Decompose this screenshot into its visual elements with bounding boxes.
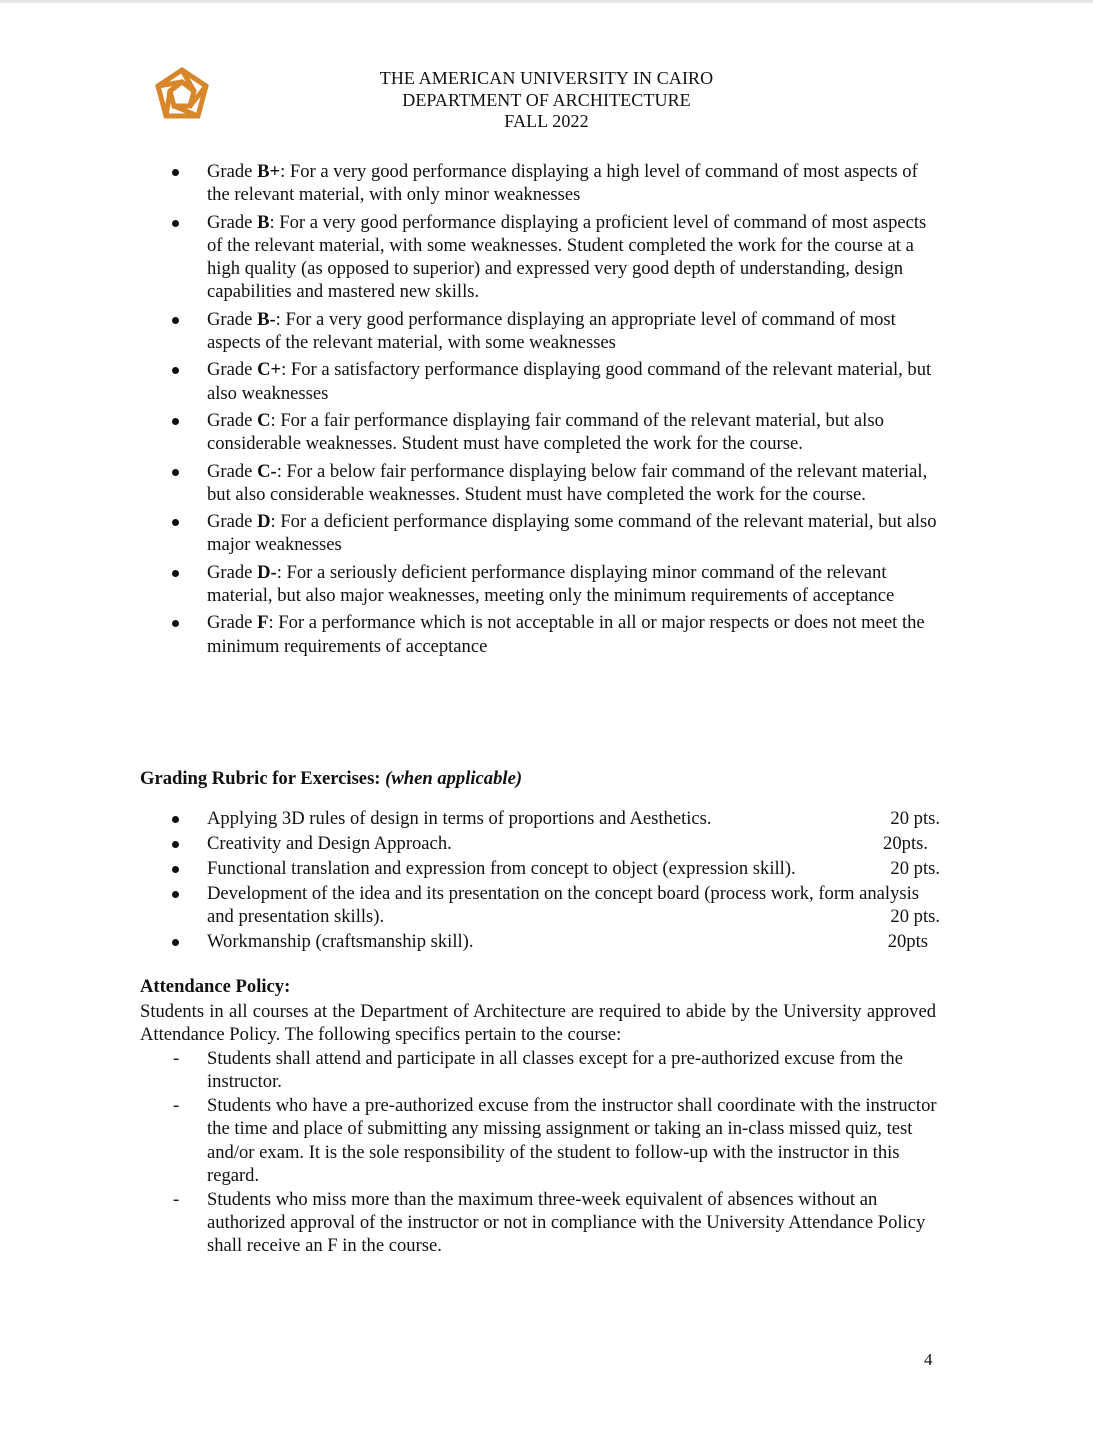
- bullet-icon: [172, 841, 179, 848]
- bullet-icon: [172, 220, 179, 227]
- bullet-icon: [172, 519, 179, 526]
- rubric-item: [140, 930, 940, 953]
- attendance-rule: - Students who miss more than the maximum three-week equivalent of absences without an authorized approval of the instructor or not in compliance with the University Attendance Policy shall receive an F in the course.: [173, 1188, 926, 1257]
- rubric-heading: Grading Rubric for Exercises: (when applicable): [140, 768, 523, 789]
- grade-letter: C: [257, 409, 271, 431]
- rubric-item: [140, 882, 940, 929]
- rubric-item-points: 20pts.: [883, 832, 928, 854]
- bullet-icon: [172, 620, 179, 627]
- bullet-icon: [172, 317, 179, 324]
- grade-item: Grade D: For a deficient performance displaying some command of the relevant material, but also major weaknesses: [140, 510, 940, 557]
- rubric-item-label: Creativity and Design Approach.: [207, 832, 452, 854]
- rubric-item-points: 20 pts.: [890, 857, 940, 879]
- grade-item: Grade D-: For a seriously deficient performance displaying minor command of the relevant material, but also major weaknesses, meeting only the minimum requirements of acceptance: [140, 561, 940, 608]
- grade-item: Grade B-: For a very good performance displaying an appropriate level of command of most aspects of the relevant material, with some weaknesses: [140, 308, 940, 355]
- page-header: [0, 68, 1093, 133]
- header-department: DEPARTMENT OF ARCHITECTURE: [402, 89, 691, 110]
- attendance-intro: Students in all courses at the Department of Architecture are required to abide by the University approved Attendance Policy. The following specifics pertain to the course:: [140, 1001, 936, 1046]
- rubric-item-points: 20pts: [887, 930, 928, 952]
- header-term: FALL 2022: [504, 111, 589, 131]
- grade-item: Grade C: For a fair performance displaying fair command of the relevant material, but also considerable weaknesses. Student must have completed the work for the course.: [140, 409, 940, 456]
- grade-item: Grade C+: For a satisfactory performance displaying good command of the relevant material, but also weaknesses: [140, 358, 940, 405]
- rubric-item-label: Development of the idea and its presentation on the concept board (process work, form analysis and presentation skills).: [207, 882, 920, 927]
- grade-item: Grade B+: For a very good performance displaying a high level of command of most aspects of the relevant material, with only minor weaknesses: [140, 160, 940, 207]
- bullet-icon: [172, 469, 179, 476]
- dash-marker: -: [173, 1188, 180, 1210]
- rubric-item-points: 20 pts.: [890, 905, 940, 927]
- top-border: [0, 0, 1093, 3]
- rubric-note: (when applicable): [385, 768, 523, 789]
- grade-letter: C+: [257, 359, 282, 381]
- rubric-item: [140, 857, 940, 880]
- bullet-icon: [172, 816, 179, 823]
- rubric-item-points: 20 pts.: [890, 808, 940, 829]
- header-university: THE AMERICAN UNIVERSITY IN CAIRO: [379, 68, 714, 88]
- grade-item: Grade F: For a performance which is not acceptable in all or major respects or does not meet the minimum requirements of acceptance: [140, 611, 940, 658]
- bullet-icon: [172, 939, 179, 946]
- bullet-icon: [172, 418, 179, 425]
- attendance-rule: - Students who have a pre-authorized excuse from the instructor shall coordinate with the instructor the time and place of submitting any missing assignment or taking an in-class missed quiz, test and/or exam. It is the sole responsibility of the student to follow-up with the instructor in this regard.: [173, 1095, 937, 1186]
- rubric-item-label: Applying 3D rules of design in terms of proportions and Aesthetics.: [207, 808, 712, 829]
- grade-item: Grade B: For a very good performance displaying a proficient level of command of most aspects of the relevant material, with some weaknesses. Student completed the work for the course at a high quality (as opposed to superior) and expressed very good depth of understanding, design capabilities and mastered new skills.: [140, 211, 940, 304]
- bullet-icon: [172, 169, 179, 176]
- grade-letter: B: [257, 211, 270, 233]
- grade-letter: D: [257, 511, 271, 533]
- grade-letter: D-: [257, 561, 277, 583]
- grade-letter: B+: [257, 161, 281, 182]
- attendance-rule: - Students shall attend and participate in all classes except for a pre-authorized excuse from the instructor.: [173, 1048, 903, 1093]
- bullet-icon: [172, 891, 179, 898]
- rubric-item: [140, 832, 940, 855]
- rubric-item: [140, 807, 940, 830]
- page-number: 4: [924, 1350, 933, 1369]
- attendance-rules-list: [140, 1047, 937, 1258]
- grade-item: Grade C-: For a below fair performance displaying below fair command of the relevant material, but also considerable weaknesses. Student must have completed the work for the course.: [140, 460, 940, 507]
- dash-marker: -: [173, 1095, 180, 1117]
- bullet-icon: [172, 570, 179, 577]
- rubric-item-label: Workmanship (craftsmanship skill).: [207, 930, 474, 952]
- dash-marker: -: [173, 1048, 180, 1069]
- bullet-icon: [172, 367, 179, 374]
- bullet-icon: [172, 866, 179, 873]
- rubric-item-label: Functional translation and expression from concept to object (expression skill).: [207, 857, 796, 879]
- grade-descriptions-list: [140, 160, 940, 662]
- grade-letter: C-: [257, 460, 277, 482]
- attendance-heading: Attendance Policy:: [140, 976, 291, 997]
- grade-letter: B-: [257, 308, 276, 330]
- rubric-list: [140, 807, 940, 955]
- grade-letter: F: [257, 612, 269, 634]
